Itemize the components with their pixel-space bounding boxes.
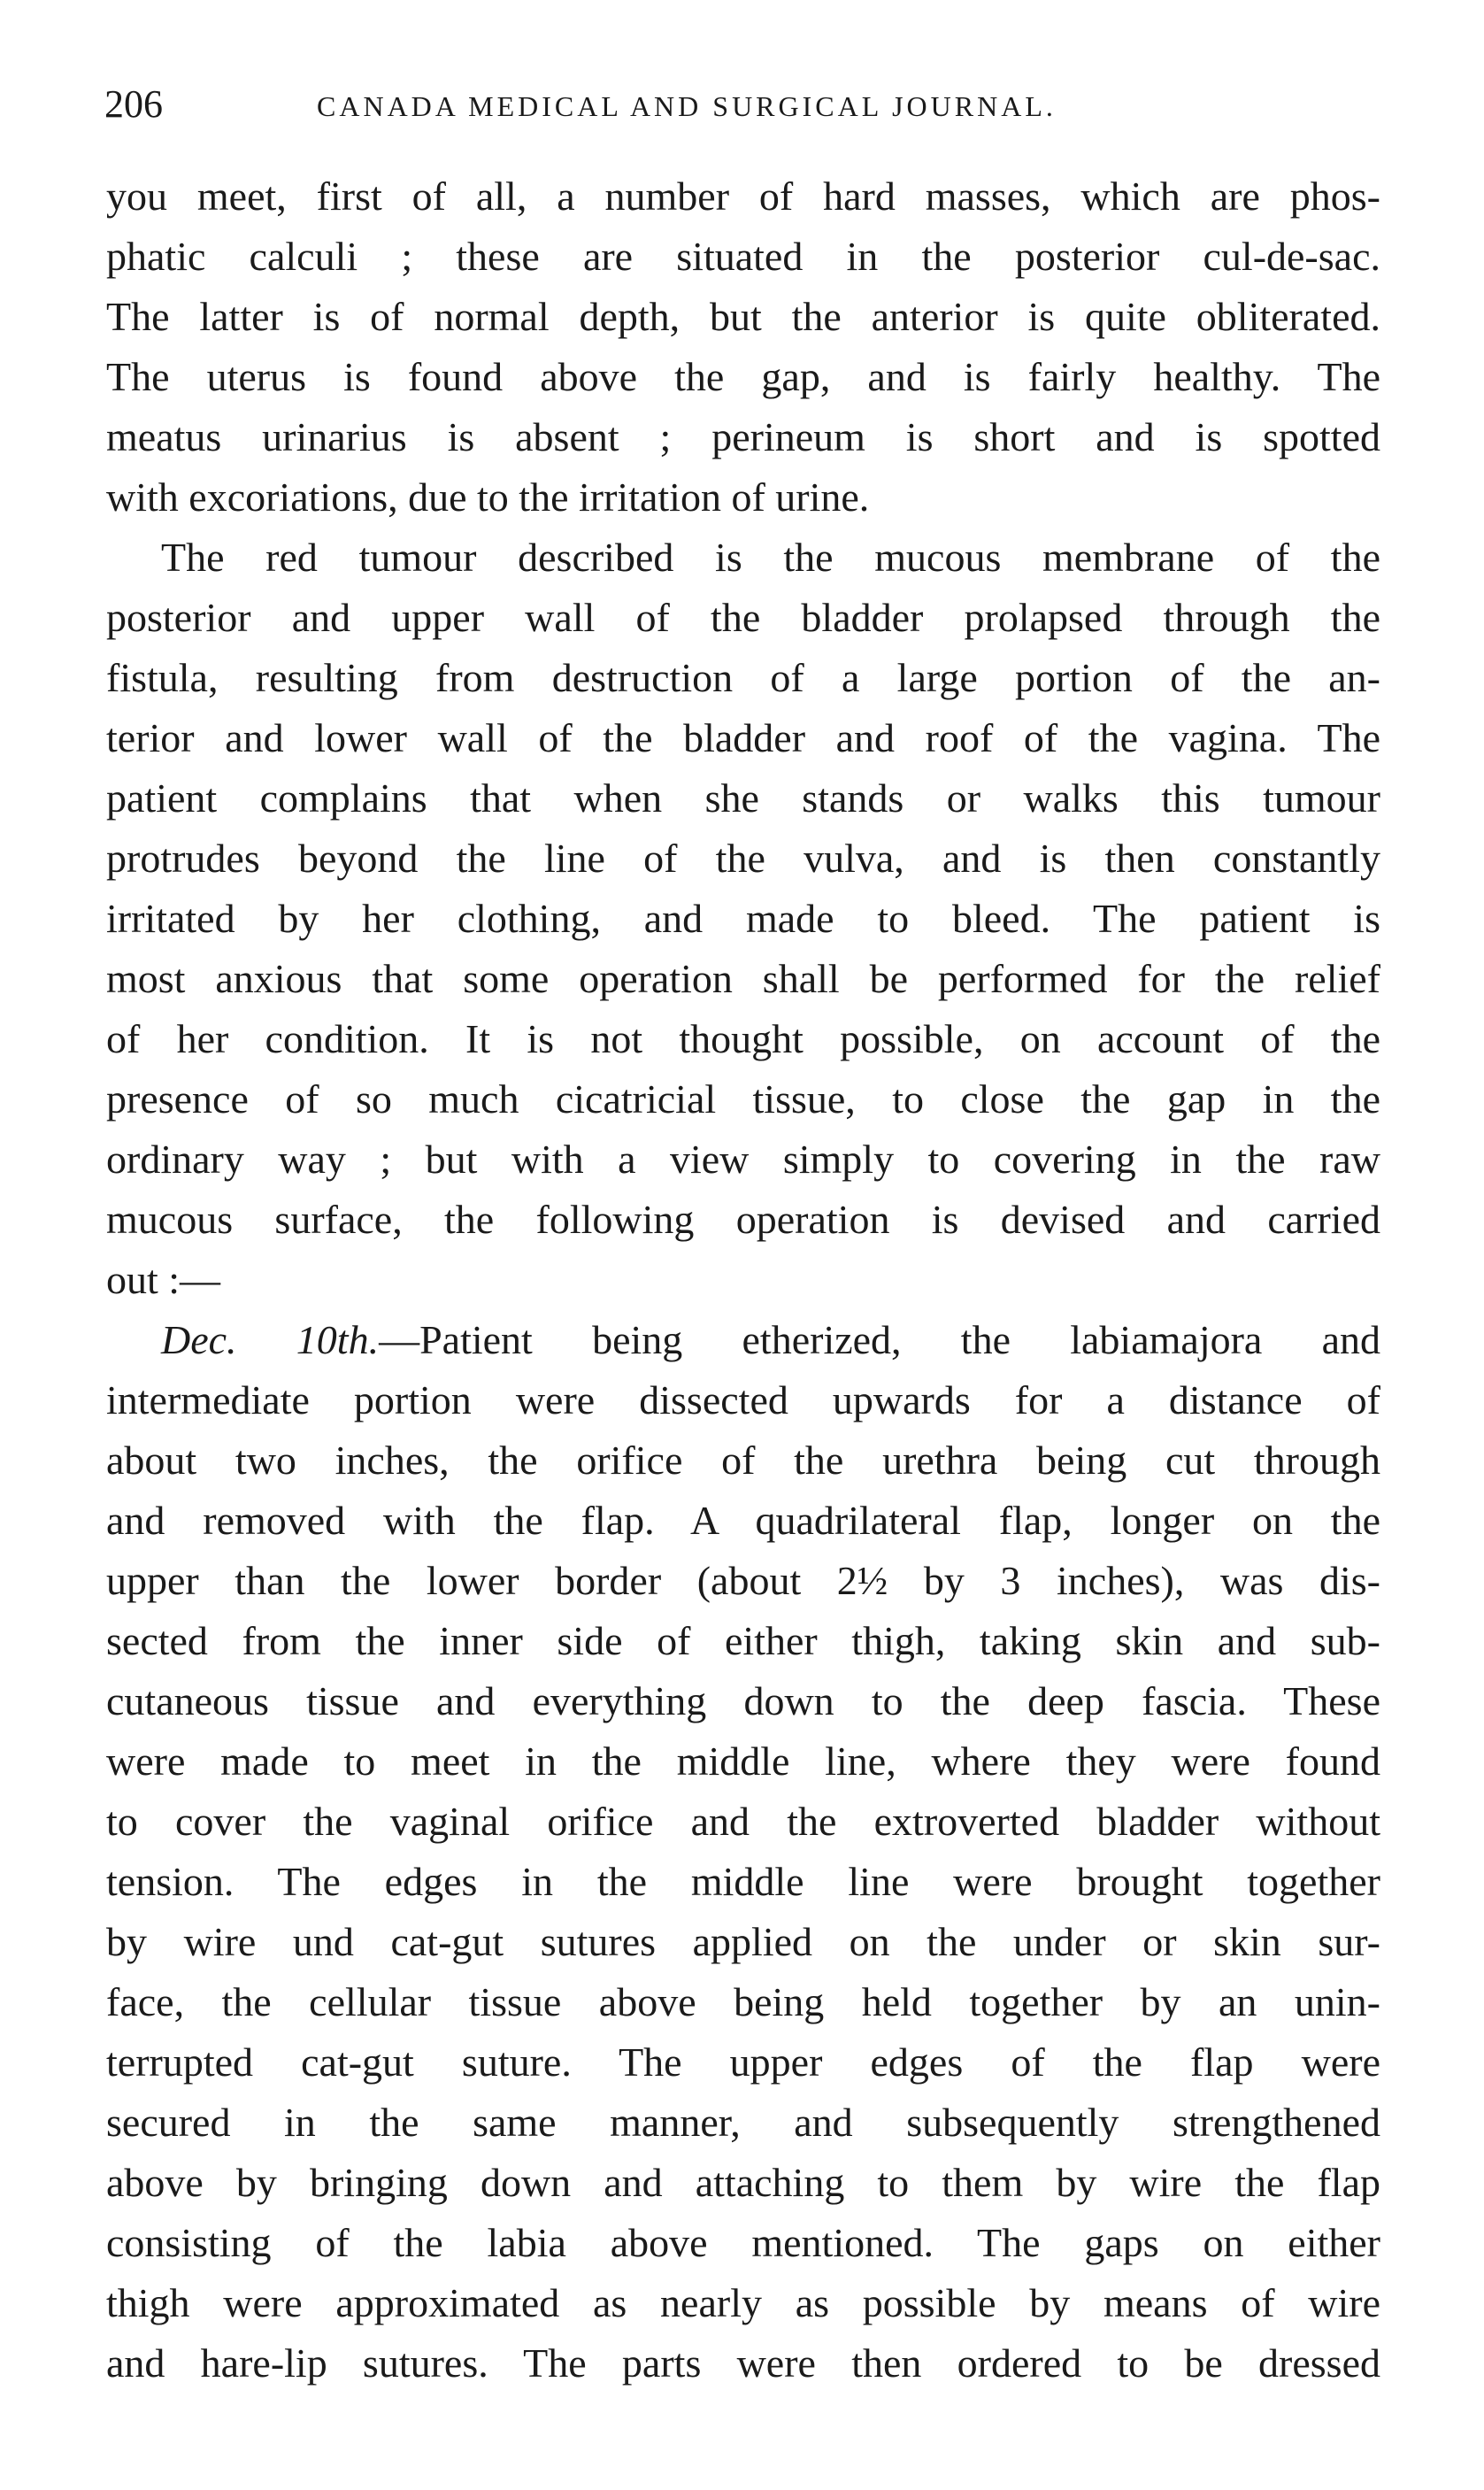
text-line: sected from the inner side of either thigh, taking skin and sub- xyxy=(106,1618,1380,1663)
text-line: The uterus is found above the gap, and is fairly healthy. The xyxy=(106,354,1380,399)
text-line xyxy=(106,1310,1380,1370)
text-line: about two inches, the orifice of the urethra being cut through xyxy=(106,1438,1380,1483)
text-line: with excoriations, due to the irritation of urine. xyxy=(106,474,870,520)
text-line: terrupted cat-gut suture. The upper edges of the flap were xyxy=(106,2039,1380,2085)
journal-title: CANADA MEDICAL AND SURGICAL JOURNAL. xyxy=(317,90,1057,122)
text-line: protrudes beyond the line of the vulva, and is then constantly xyxy=(106,836,1380,881)
text-line: consisting of the labia above mentioned. The gaps on either xyxy=(106,2220,1380,2265)
text-line: above by bringing down and attaching to them by wire the flap xyxy=(106,2160,1380,2205)
text-line: upper than the lower border (about 2½ by 3 inches), was dis- xyxy=(106,1558,1380,1603)
date-label: Dec. 10th. xyxy=(161,1317,380,1362)
text-line: patient complains that when she stands or walks this tumour xyxy=(106,775,1380,821)
text-line: secured in the same manner, and subsequently strengthened xyxy=(106,2100,1380,2145)
text-line: face, the cellular tissue above being held together by an unin- xyxy=(106,1979,1380,2024)
text-line: tension. The edges in the middle line were brought together xyxy=(106,1859,1380,1904)
text-line: The latter is of normal depth, but the anterior is quite obliterated. xyxy=(106,294,1380,339)
text-line-rest: —Patient being etherized, the labiamajora and xyxy=(379,1317,1380,1362)
text-line: and hare-lip sutures. The parts were then ordered to be dressed xyxy=(106,2340,1380,2386)
text-line: were made to meet in the middle line, where they were found xyxy=(106,1738,1380,1784)
text-line: terior and lower wall of the bladder and roof of the vagina. The xyxy=(106,715,1380,760)
text-line: irritated by her clothing, and made to bleed. The patient is xyxy=(106,896,1380,941)
text-line: of her condition. It is not thought possible, on account of the xyxy=(106,1016,1380,1061)
text-line: mucous surface, the following operation is devised and carried xyxy=(106,1197,1380,1242)
text-line: meatus urinarius is absent ; perineum is short and is spotted xyxy=(106,414,1380,459)
text-line: ordinary way ; but with a view simply to covering in the raw xyxy=(106,1137,1380,1182)
text-line: posterior and upper wall of the bladder prolapsed through the xyxy=(106,595,1380,640)
text-line: intermediate portion were dissected upwards for a distance of xyxy=(106,1377,1380,1422)
text-line: thigh were approximated as nearly as possible by means of wire xyxy=(106,2280,1380,2325)
text-line: most anxious that some operation shall be performed for the relief xyxy=(106,956,1380,1001)
running-head xyxy=(104,78,1405,131)
text-line: by wire und cat-gut sutures applied on the under or skin sur- xyxy=(106,1919,1380,1964)
text-line: you meet, first of all, a number of hard masses, which are phos- xyxy=(106,173,1380,219)
text-line: to cover the vaginal orifice and the extroverted bladder without xyxy=(106,1799,1380,1844)
text-line: phatic calculi ; these are situated in the posterior cul-de-sac. xyxy=(106,234,1380,279)
text-line: The red tumour described is the mucous membrane of the xyxy=(161,535,1380,580)
page-number: 206 xyxy=(104,82,163,126)
text-line: fistula, resulting from destruction of a large portion of the an- xyxy=(106,655,1380,700)
text-line: presence of so much cicatricial tissue, to close the gap in the xyxy=(106,1076,1380,1122)
text-line: and removed with the flap. A quadrilateral flap, longer on the xyxy=(106,1498,1380,1543)
article-body xyxy=(106,166,1380,2394)
text-line: cutaneous tissue and everything down to the deep fascia. These xyxy=(106,1678,1380,1723)
text-line: out :— xyxy=(106,1257,221,1302)
